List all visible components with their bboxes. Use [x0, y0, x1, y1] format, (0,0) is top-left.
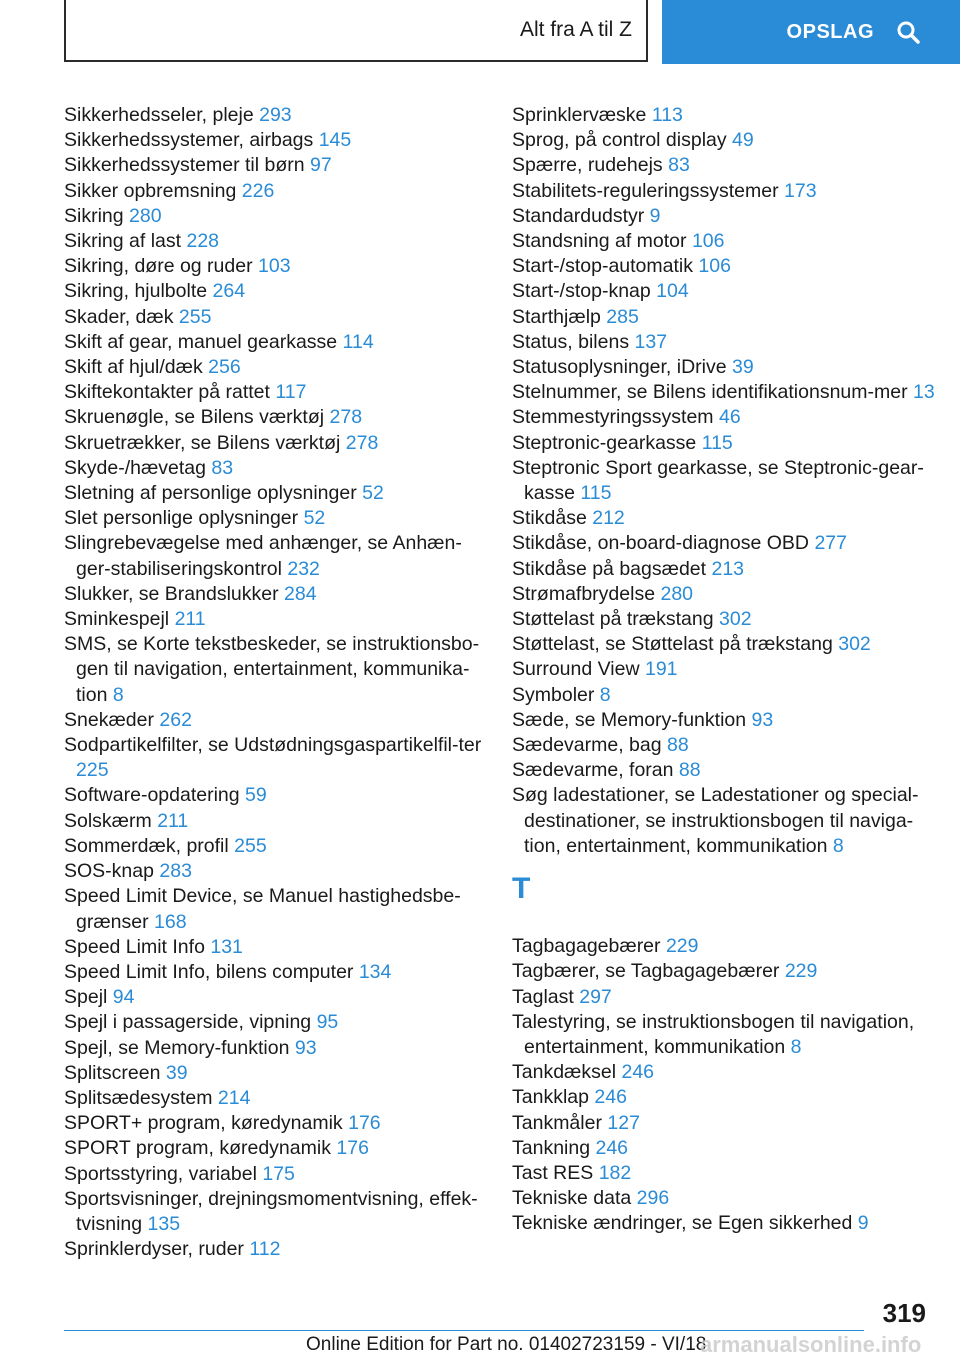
index-entry-text: Støttelast, se Støttelast på trækstang [512, 633, 833, 656]
index-entry [512, 431, 942, 456]
index-page-link[interactable]: 93 [751, 708, 774, 731]
index-entry-text: Standardudstyr [512, 204, 645, 227]
index-entry [64, 985, 494, 1010]
tab-opslag-label: OPSLAG [786, 20, 874, 43]
index-entry-text: Sportsvisninger, drejningsmomentvisning, effek-tvisning [64, 1187, 478, 1235]
index-page-link[interactable]: 52 [303, 507, 326, 530]
index-page-link[interactable]: 8 [112, 683, 124, 706]
index-entry [64, 1187, 494, 1237]
index-entry [512, 103, 942, 128]
index-entry [512, 632, 942, 657]
tab-alt-fra-a-til-z[interactable] [64, 0, 648, 62]
index-entry [64, 229, 494, 254]
index-entry-text: Sportsstyring, variabel [64, 1162, 257, 1185]
index-column-right [512, 103, 942, 1237]
index-page-link[interactable]: 213 [711, 557, 745, 580]
index-entry [512, 1136, 942, 1161]
index-entry-text: Tankmåler [512, 1111, 602, 1134]
index-page-link[interactable]: 278 [329, 406, 363, 429]
index-page-link[interactable]: 52 [362, 482, 384, 505]
index-entry [512, 380, 942, 405]
index-entry-text: Søg ladestationer, se Ladestationer og special-destinationer, se instruktionsbogen til naviga-tion, entertainment, kommunikation [512, 784, 919, 857]
index-page-link[interactable]: 296 [636, 1187, 670, 1210]
index-page-link[interactable]: 229 [784, 960, 818, 983]
index-entry [512, 279, 942, 304]
index-entry [512, 582, 942, 607]
index-entry [64, 1111, 494, 1136]
index-page-link[interactable]: 246 [595, 1136, 629, 1159]
index-entry-text: Steptronic-gearkasse [512, 431, 697, 454]
index-page-link[interactable]: 115 [580, 482, 612, 505]
index-page-link[interactable]: 285 [606, 305, 639, 328]
index-page-link[interactable]: 176 [348, 1112, 381, 1135]
index-entry [512, 1111, 942, 1136]
tab-alt-fra-a-til-z-label: Alt fra A til Z [519, 18, 632, 41]
index-entry-text: Stelnummer, se Bilens identifikationsnum-mer [512, 381, 908, 404]
index-entry-text: Splitscreen [64, 1061, 161, 1084]
index-page-link[interactable]: 88 [678, 759, 701, 782]
index-entry-text: Taglast [512, 985, 574, 1008]
index-page-link[interactable]: 115 [701, 431, 733, 454]
index-entry-text: Skyde-/hævetag [64, 456, 206, 479]
index-entry-text: Tankning [512, 1136, 591, 1159]
index-entry [64, 1136, 494, 1161]
index-entry [64, 960, 494, 985]
index-entry-text: Sikkerhedsseler, pleje [64, 104, 254, 126]
index-entry [512, 1186, 942, 1211]
index-page-link[interactable]: 278 [345, 431, 379, 454]
index-entry-text: Sprog, på control display [512, 129, 727, 152]
index-page-link[interactable]: 39 [732, 356, 754, 379]
index-entry-text: Sædevarme, bag [512, 734, 662, 757]
index-entry [512, 229, 942, 254]
index-entry [64, 456, 494, 481]
index-entry [64, 179, 494, 204]
index-page-link[interactable]: 39 [165, 1061, 188, 1084]
index-entry [64, 834, 494, 859]
index-entry [512, 405, 942, 430]
index-page-link[interactable]: 97 [310, 154, 332, 177]
index-page-link[interactable]: 293 [259, 104, 292, 126]
index-entry-text: Sikring, døre og ruder [64, 255, 253, 278]
index-entry [64, 582, 494, 607]
index-column-left [64, 103, 494, 1262]
index-entry [64, 279, 494, 304]
index-entry-text: Tast RES [512, 1161, 594, 1184]
index-entry-text: Slingrebevægelse med anhænger, se Anhæn-ger-stabiliseringskontrol [64, 532, 462, 580]
index-page-link[interactable]: 226 [241, 179, 275, 202]
index-entry-text: Stikdåse på bagsædet [512, 557, 707, 580]
index-entry [512, 758, 942, 783]
footer-divider [64, 1330, 864, 1331]
index-page-link[interactable]: 113 [651, 104, 683, 126]
index-entry-text: Sommerdæk, profil [64, 834, 229, 857]
index-entry-text: Støttelast på trækstang [512, 608, 714, 631]
index-entry [64, 103, 494, 128]
index-entry [64, 128, 494, 153]
index-page-link[interactable]: 106 [698, 255, 731, 278]
index-entry-text: Talestyring, se instruktionsbogen til navigation, entertainment, kommunikation [512, 1010, 915, 1058]
index-entry-text: Stikdåse [512, 507, 587, 530]
index-entry-text: Speed Limit Device, se Manuel hastighedsbe-grænser [64, 885, 461, 933]
index-entry [512, 985, 942, 1010]
index-page-link[interactable]: 280 [660, 582, 694, 605]
index-page-link[interactable]: 8 [790, 1035, 802, 1058]
index-page-link[interactable]: 168 [154, 910, 187, 933]
index-entry-text: Surround View [512, 658, 640, 681]
index-page-link[interactable]: 283 [159, 860, 192, 883]
index-page-link[interactable]: 9 [649, 204, 661, 227]
index-entry [512, 330, 942, 355]
index-entry-text: Speed Limit Info, bilens computer [64, 960, 354, 983]
index-entry-text: SPORT+ program, køredynamik [64, 1112, 343, 1135]
index-entry-text: Sikker opbremsning [64, 179, 237, 202]
index-entry-text: Sikring, hjulbolte [64, 280, 208, 303]
index-entry-text: Stikdåse, on-board-diagnose OBD [512, 532, 810, 555]
index-page-link[interactable]: 83 [668, 154, 690, 177]
index-page-link[interactable]: 9 [857, 1212, 869, 1235]
index-entry [64, 632, 494, 708]
index-page-link[interactable]: 175 [262, 1162, 295, 1185]
index-page-link[interactable]: 214 [217, 1086, 251, 1109]
index-entry [512, 657, 942, 682]
footer-edition-text: Online Edition for Part no. 01402723159 - VI/18 [306, 1334, 707, 1355]
index-entry [64, 1061, 494, 1086]
index-entry-text: Tekniske data [512, 1187, 632, 1210]
index-entry [64, 506, 494, 531]
search-icon[interactable] [896, 20, 920, 44]
index-entry-text: Spejl i passagerside, vipning [64, 1011, 312, 1034]
index-entry [512, 1010, 942, 1060]
index-entry-text: Sminkespejl [64, 608, 170, 631]
index-page-link[interactable]: 182 [598, 1161, 632, 1184]
index-page-link[interactable]: 8 [599, 683, 611, 706]
index-entry-text: Stabilitets-reguleringssystemer [512, 179, 779, 202]
index-entry [64, 153, 494, 178]
index-entry-text: Sprinklerdyser, ruder [64, 1238, 244, 1261]
index-entry-text: Stemmestyringssystem [512, 406, 714, 429]
index-page-link[interactable]: 95 [316, 1011, 339, 1034]
index-entry-text: Tagbærer, se Tagbagagebærer [512, 960, 780, 983]
index-entry-text: Tekniske ændringer, se Egen sikkerhed [512, 1212, 853, 1235]
index-page-link[interactable]: 302 [719, 608, 752, 631]
index-entry [64, 531, 494, 581]
index-entry [512, 1211, 942, 1236]
index-entry-text: Start-/stop-knap [512, 280, 651, 303]
index-page-link[interactable]: 134 [358, 960, 392, 983]
index-page-link[interactable]: 191 [644, 658, 678, 681]
index-page-link[interactable]: 112 [249, 1238, 281, 1261]
index-entry [64, 809, 494, 834]
index-section-letter: T [512, 872, 531, 906]
index-page-link[interactable]: 225 [76, 759, 109, 782]
index-page-link[interactable]: 94 [112, 986, 135, 1009]
index-page-link[interactable]: 232 [287, 557, 320, 580]
index-page-link[interactable]: 117 [275, 381, 307, 404]
index-page-link[interactable]: 212 [592, 507, 625, 530]
index-page-link[interactable]: 131 [210, 935, 243, 958]
index-entry [512, 733, 942, 758]
index-entry-text: Software-opdatering [64, 784, 240, 807]
index-page-link[interactable]: 228 [186, 230, 220, 253]
index-page-link[interactable]: 13 [913, 381, 935, 404]
index-entry [64, 204, 494, 229]
index-page-link[interactable]: 256 [208, 356, 241, 379]
index-entry-text: Slukker, se Brandslukker [64, 582, 279, 605]
index-entry-text: SPORT program, køredynamik [64, 1137, 331, 1160]
index-entry-text: Spejl [64, 986, 108, 1009]
index-entry [64, 859, 494, 884]
index-page-link[interactable]: 106 [691, 230, 725, 253]
index-entry-text: Sikring [64, 204, 124, 227]
index-entry-text: Steptronic Sport gearkasse, se Steptronic-gear-kasse [512, 456, 924, 505]
index-page-link[interactable]: 103 [258, 255, 291, 278]
index-entry-text: Sædevarme, foran [512, 759, 674, 782]
index-entry-text: Skift af gear, manuel gearkasse [64, 330, 338, 353]
index-entry [64, 733, 494, 783]
index-entry [64, 254, 494, 279]
index-entry [512, 783, 942, 859]
index-entry-text: Sodpartikelfilter, se Udstødningsgaspartikelfil-ter [64, 734, 482, 757]
page-number: 319 [882, 1298, 926, 1328]
index-entry-text: Sikring af last [64, 230, 182, 253]
index-page-link[interactable]: 255 [234, 834, 267, 857]
index-entry-text: Solskærm [64, 809, 152, 832]
index-page-link[interactable]: 145 [318, 129, 352, 152]
index-page-link[interactable]: 262 [159, 708, 192, 731]
index-page-link[interactable]: 83 [211, 456, 234, 479]
index-entry-text: Status, bilens [512, 330, 630, 353]
index-page-link[interactable]: 88 [667, 734, 689, 757]
index-entry [512, 254, 942, 279]
index-page-link[interactable]: 297 [579, 985, 612, 1008]
index-entry [64, 783, 494, 808]
index-page-link[interactable]: 93 [294, 1036, 317, 1059]
index-entry [512, 531, 942, 556]
index-entry [512, 128, 942, 153]
index-entry [64, 405, 494, 430]
index-entry-text: Statusoplysninger, iDrive [512, 356, 727, 379]
index-entry-text: Splitsædesystem [64, 1086, 213, 1109]
index-entry-text: Tankklap [512, 1086, 589, 1109]
index-page-link[interactable]: 211 [174, 608, 206, 631]
index-page-link[interactable]: 277 [814, 532, 847, 555]
index-page-link[interactable]: 255 [178, 305, 212, 328]
index-page-link[interactable]: 127 [607, 1111, 640, 1134]
index-entry-text: SOS-knap [64, 860, 154, 883]
index-page-link[interactable]: 211 [157, 809, 189, 832]
index-entry [64, 1036, 494, 1061]
index-page-link[interactable]: 104 [656, 280, 689, 303]
tab-opslag[interactable] [662, 0, 960, 64]
index-entry-text: Symboler [512, 683, 595, 706]
index-entry [512, 1085, 942, 1110]
index-entry-text: Snekæder [64, 708, 154, 731]
index-page-link[interactable]: 137 [634, 330, 668, 353]
index-entry-text: Sletning af personlige oplysninger [64, 482, 357, 505]
index-entry-text: Start-/stop-automatik [512, 255, 693, 278]
index-entry [512, 305, 942, 330]
index-entry-text: Skiftekontakter på rattet [64, 381, 270, 404]
index-entry-text: Sikkerhedssystemer til børn [64, 154, 305, 177]
index-entry [512, 506, 942, 531]
index-entry [64, 305, 494, 330]
index-page-link[interactable]: 302 [838, 633, 871, 656]
index-page-link[interactable]: 176 [336, 1137, 369, 1160]
index-entry-text: Skader, dæk [64, 305, 174, 328]
index-entry-text: Strømafbrydelse [512, 582, 656, 605]
index-entry [64, 1162, 494, 1187]
index-entry [64, 1086, 494, 1111]
index-entry [512, 153, 942, 178]
index-entry-text: Spejl, se Memory-funktion [64, 1036, 290, 1059]
index-page-link[interactable]: 59 [245, 784, 267, 807]
index-page-link[interactable]: 8 [832, 834, 844, 857]
index-entry-text: Standsning af motor [512, 230, 687, 253]
index-entry [512, 959, 942, 984]
index-entry [512, 355, 942, 380]
index-entry-text: Sæde, se Memory-funktion [512, 708, 747, 731]
index-page-link[interactable]: 284 [284, 582, 317, 605]
index-entry-text: Skruenøgle, se Bilens værktøj [64, 406, 325, 429]
index-entry [64, 380, 494, 405]
index-page-link[interactable]: 229 [665, 935, 699, 958]
index-entry-text: SMS, se Korte tekstbeskeder, se instruktionsbo-gen til navigation, entertainment, kommunika-tion [64, 633, 480, 706]
index-entry [512, 934, 942, 959]
watermark: armanualsonline.info [700, 1332, 922, 1357]
index-entry-text: Speed Limit Info [64, 935, 205, 958]
index-entry [64, 935, 494, 960]
index-page-link[interactable]: 173 [784, 179, 817, 202]
index-entry-text: Slet personlige oplysninger [64, 507, 299, 530]
index-entry-text: Sprinklervæske [512, 104, 647, 126]
index-page-link[interactable]: 264 [212, 280, 246, 303]
index-page-link[interactable]: 114 [342, 330, 374, 353]
index-entry [512, 179, 942, 204]
index-page-link[interactable]: 246 [621, 1061, 655, 1084]
index-entry-text: Tagbagagebærer [512, 935, 661, 958]
index-page-link[interactable]: 246 [594, 1086, 627, 1109]
index-page-link[interactable]: 46 [718, 406, 741, 429]
index-page-link[interactable]: 49 [732, 129, 754, 152]
index-entry [512, 456, 942, 506]
index-entry [64, 884, 494, 934]
index-entry [64, 708, 494, 733]
index-entry [512, 1161, 942, 1186]
index-entry [512, 1060, 942, 1085]
index-entry [512, 607, 942, 632]
index-page-link[interactable]: 135 [147, 1212, 181, 1235]
index-page-link[interactable]: 280 [129, 204, 162, 227]
index-entry [64, 607, 494, 632]
index-entry-text: Spærre, rudehejs [512, 154, 663, 177]
index-entry-text: Tankdæksel [512, 1061, 617, 1084]
index-entry [64, 1010, 494, 1035]
index-entry-text: Starthjælp [512, 305, 601, 328]
index-entry-text: Skruetrækker, se Bilens værktøj [64, 431, 341, 454]
index-entry [64, 1237, 494, 1262]
index-entry [512, 708, 942, 733]
index-entry [512, 204, 942, 229]
index-entry [64, 355, 494, 380]
index-entry-text: Skift af hjul/dæk [64, 356, 203, 379]
index-entry [64, 431, 494, 456]
index-entry [512, 683, 942, 708]
index-entry [64, 481, 494, 506]
index-entry-text: Sikkerhedssystemer, airbags [64, 129, 314, 152]
top-navigation [0, 0, 960, 66]
index-entry [512, 557, 942, 582]
index-entry [64, 330, 494, 355]
